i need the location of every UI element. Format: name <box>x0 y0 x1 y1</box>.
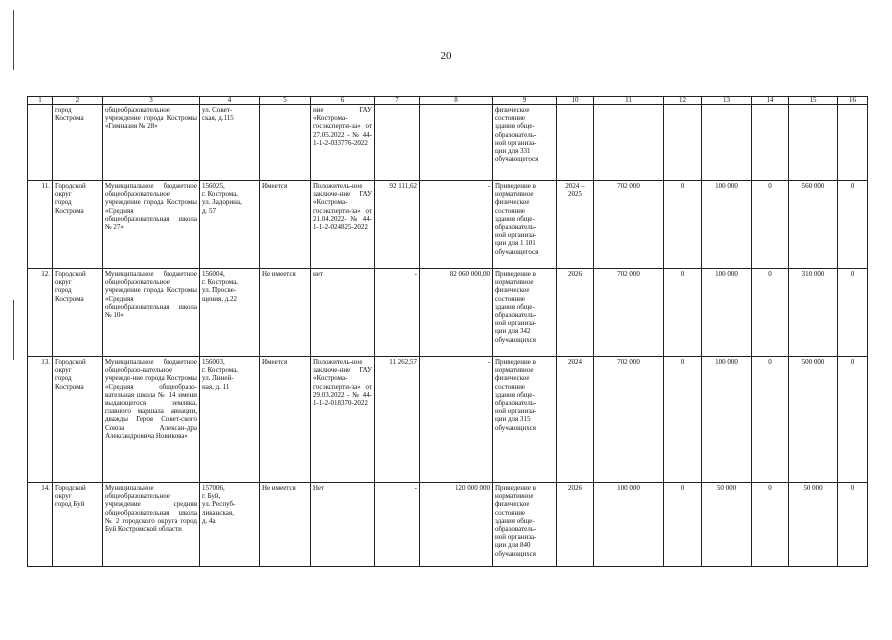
cost-estimate-cell: - <box>375 269 420 357</box>
amount-other-cell: 0 <box>838 181 868 269</box>
table-row <box>28 483 868 567</box>
address-cell: 157006, г. Буй, ул. Респуб- ликанская, д. 4а <box>200 483 260 567</box>
purpose-cell: Приведение в нормативное физическое состояние здания обще- образователь- ной организа- ции для 840 обучающихся <box>493 483 557 567</box>
amount-federal-cell: 0 <box>664 269 702 357</box>
amount-federal-cell: 0 <box>664 181 702 269</box>
expertise-cell: Нет <box>311 483 375 567</box>
cost-estimate-alt-cell: - <box>420 181 493 269</box>
institution-cell: Муниципальное бюджетное общеобразовательное учреждение города Костромы «Средняя общеобразовательная школа № 27» <box>103 181 200 269</box>
institution-cell: Муниципальное бюджетное общеобразо-вательное учрежде-ние города Костромы «Средняя общеобразо-вательная школа № 14 имени выдающегося земляка, главного маршала авиации, дважды Героя Совет-ского Союза Алексан-дра Александровича Новикова» <box>103 357 200 483</box>
address-cell: 156025, г. Кострома, ул. Задорина, д. 57 <box>200 181 260 269</box>
institution-cell: Муниципальное бюджетное общеобразовательное учреждение города Костромы «Средняя общеобразовательная школа № 10» <box>103 269 200 357</box>
amount-extra-cell: 0 <box>752 357 789 483</box>
header-cell: 15 <box>789 97 838 105</box>
header-cell: 11 <box>594 97 664 105</box>
design-docs-cell: Не имеется <box>260 483 311 567</box>
amount-other-cell: 0 <box>838 357 868 483</box>
institution-cell: Муниципальное общеобразовательное учреждение средняя общеобразовательная школа № 2 городского округа город Буй Костромской области <box>103 483 200 567</box>
amount-total-cell: 702 000 <box>594 357 664 483</box>
cost-estimate-alt-cell: 82 060 000,00 <box>420 269 493 357</box>
row-number-cell: 11. <box>28 181 53 269</box>
expertise-cell: ние ГАУ «Кострома-госэксперти-за» от 27.05.2022 - № 44-1-1-2-033776-2022 <box>311 105 375 181</box>
amount-other-cell <box>838 105 868 181</box>
header-cell: 13 <box>702 97 752 105</box>
header-cell: 4 <box>200 97 260 105</box>
years-cell: 2026 <box>557 483 594 567</box>
design-docs-cell: Не имеется <box>260 269 311 357</box>
amount-federal-cell <box>664 105 702 181</box>
amount-other-cell: 0 <box>838 269 868 357</box>
header-cell: 8 <box>420 97 493 105</box>
address-cell: 156003, г. Кострома, ул. Линей- ная, д. 11 <box>200 357 260 483</box>
institution-cell: общеобразовательное учреждение города Костромы «Гимназия № 28» <box>103 105 200 181</box>
amount-regional-cell <box>702 105 752 181</box>
data-table <box>27 96 868 567</box>
header-row <box>28 97 868 105</box>
amount-regional-cell: 100 000 <box>702 181 752 269</box>
table-row <box>28 105 868 181</box>
purpose-cell: Приведение в нормативное физическое состояние здания обще- образователь- ной организа- ции для 1 101 обучающегося <box>493 181 557 269</box>
design-docs-cell <box>260 105 311 181</box>
cost-estimate-cell <box>375 105 420 181</box>
table-row <box>28 181 868 269</box>
cost-estimate-alt-cell: - <box>420 357 493 483</box>
row-number-cell: 14. <box>28 483 53 567</box>
header-cell: 5 <box>260 97 311 105</box>
table-row <box>28 357 868 483</box>
cost-estimate-cell: 92 111,62 <box>375 181 420 269</box>
header-cell: 9 <box>493 97 557 105</box>
header-cell: 10 <box>557 97 594 105</box>
row-number-cell <box>28 105 53 181</box>
expertise-cell: нет <box>311 269 375 357</box>
amount-local-cell: 500 000 <box>789 357 838 483</box>
row-number-cell: 13. <box>28 357 53 483</box>
amount-federal-cell: 0 <box>664 357 702 483</box>
row-number-cell: 12. <box>28 269 53 357</box>
location-cell: Городской округ город Кострома <box>53 357 103 483</box>
header-cell: 12 <box>664 97 702 105</box>
cost-estimate-alt-cell <box>420 105 493 181</box>
left-margin-rule-bottom <box>13 300 14 360</box>
years-cell <box>557 105 594 181</box>
amount-total-cell: 702 000 <box>594 181 664 269</box>
purpose-cell: Приведение в нормативное физическое состояние здания обще- образователь- ной организа- ции для 342 обучающихся <box>493 269 557 357</box>
amount-local-cell: 560 000 <box>789 181 838 269</box>
amount-extra-cell: 0 <box>752 483 789 567</box>
location-cell: город Кострома <box>53 105 103 181</box>
years-cell: 2026 <box>557 269 594 357</box>
cost-estimate-cell: - <box>375 483 420 567</box>
table-row <box>28 269 868 357</box>
expertise-cell: Положитель-ное заключе-ние ГАУ «Кострома-госэксперти-за» от 21.04.2022- № 44-1-1-2-024825-2022 <box>311 181 375 269</box>
location-cell: Городской округ город Кострома <box>53 181 103 269</box>
amount-regional-cell: 100 000 <box>702 269 752 357</box>
location-cell: Городской округ город Кострома <box>53 269 103 357</box>
header-cell: 2 <box>53 97 103 105</box>
years-cell: 2024 – 2025 <box>557 181 594 269</box>
header-cell: 16 <box>838 97 868 105</box>
amount-local-cell: 50 000 <box>789 483 838 567</box>
header-cell: 14 <box>752 97 789 105</box>
header-cell: 6 <box>311 97 375 105</box>
amount-regional-cell: 100 000 <box>702 357 752 483</box>
years-cell: 2024 <box>557 357 594 483</box>
expertise-cell: Положитель-ное заключе-ние ГАУ «Кострома-госэксперти-за» от 29.03.2022 - № 44-1-1-2-018370-2022 <box>311 357 375 483</box>
amount-other-cell: 0 <box>838 483 868 567</box>
design-docs-cell: Имеется <box>260 181 311 269</box>
amount-total-cell <box>594 105 664 181</box>
header-cell: 3 <box>103 97 200 105</box>
cost-estimate-cell: 11 262,57 <box>375 357 420 483</box>
amount-extra-cell: 0 <box>752 181 789 269</box>
amount-federal-cell: 0 <box>664 483 702 567</box>
amount-local-cell <box>789 105 838 181</box>
purpose-cell: Приведение в нормативное физическое состояние здания обще- образователь- ной организа- ции для 315 обучающихся <box>493 357 557 483</box>
purpose-cell: физическое состояние здания обще- образователь- ной организа- ции для 331 обучающегося <box>493 105 557 181</box>
design-docs-cell: Имеется <box>260 357 311 483</box>
amount-regional-cell: 50 000 <box>702 483 752 567</box>
amount-total-cell: 702 000 <box>594 269 664 357</box>
address-cell: ул. Совет- ская, д.115 <box>200 105 260 181</box>
amount-extra-cell: 0 <box>752 269 789 357</box>
amount-extra-cell <box>752 105 789 181</box>
header-cell: 1 <box>28 97 53 105</box>
location-cell: Городской округ город Буй <box>53 483 103 567</box>
page-number: 20 <box>440 50 452 62</box>
header-cell: 7 <box>375 97 420 105</box>
amount-local-cell: 310 000 <box>789 269 838 357</box>
cost-estimate-alt-cell: 120 000 000 <box>420 483 493 567</box>
address-cell: 156004, г. Кострома, ул. Просве- щения, д.22 <box>200 269 260 357</box>
amount-total-cell: 100 000 <box>594 483 664 567</box>
